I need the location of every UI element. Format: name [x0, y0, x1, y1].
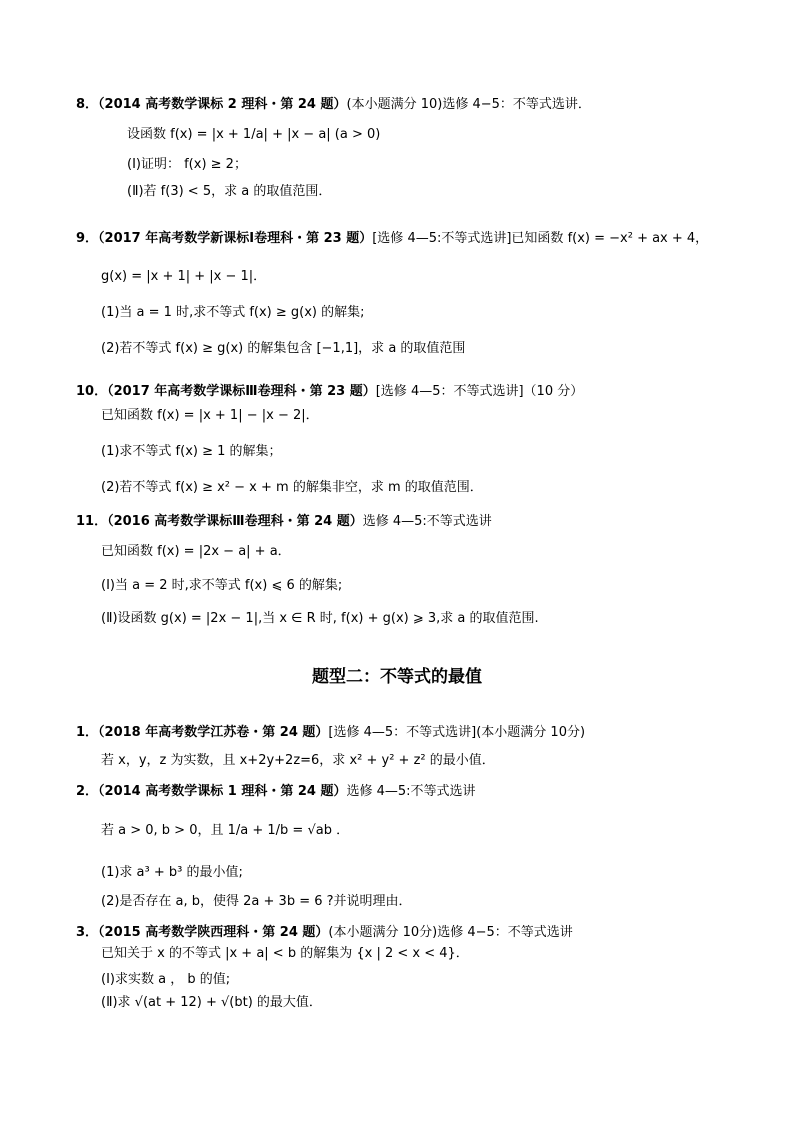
problem-2-2-header — [76, 783, 476, 801]
problem-2-3-line-1: 已知关于 x 的不等式 |x + a| < b 的解集为 {x | 2 < x < 4}． — [101, 946, 469, 961]
problem-2-3-line-3: (Ⅱ)求 √(at + 12) + √(bt) 的最大值． — [101, 995, 322, 1010]
problem-source: （2016 高考数学课标Ⅲ卷理科・第 24 题） — [107, 514, 363, 529]
problem-source: （2018 年高考数学江苏卷・第 24 题） — [98, 725, 329, 740]
problem-source: （2017 年高考数学课标Ⅲ卷理科・第 23 题） — [107, 384, 376, 399]
problem-source: （2014 高考数学课标 1 理科・第 24 题） — [98, 784, 347, 799]
problem-8-line-1: 设函数 f(x) = |x + 1/a| + |x − a| (a > 0) — [127, 127, 381, 142]
problem-topic: (本小题满分 10)选修 4−5：不等式选讲． — [346, 97, 591, 112]
problem-8-header — [76, 96, 591, 114]
problem-topic: (本小题满分 10分)选修 4−5：不等式选讲 — [328, 925, 573, 940]
problem-number: 10． — [76, 384, 108, 399]
problem-topic: 选修 4—5:不等式选讲 — [362, 514, 492, 529]
problem-topic: [选修 4—5：不等式选讲](本小题满分 10分) — [328, 725, 586, 740]
problem-2-3-header — [76, 924, 573, 942]
problem-10-line-1: 已知函数 f(x) = |x + 1| − |x − 2|． — [101, 408, 319, 423]
problem-9-line-1: g(x) = |x + 1| + |x − 1|． — [101, 269, 267, 284]
problem-2-3-line-2: (Ⅰ)求实数 a ， b 的值; — [101, 972, 231, 987]
problem-number: 2． — [76, 784, 99, 799]
problem-9-line-3: (2)若不等式 f(x) ≥ g(x) 的解集包含 [−1,1]，求 a 的取值范围 — [101, 341, 466, 356]
problem-2-1-line-1: 若 x，y，z 为实数，且 x+2y+2z=6，求 x² + y² + z² 的最小值． — [101, 753, 495, 768]
problem-11-header — [76, 513, 492, 531]
problem-11-line-1: 已知函数 f(x) = |2x − a| + a． — [101, 544, 291, 559]
problem-8-line-2: (Ⅰ)证明： f(x) ≥ 2； — [127, 157, 247, 172]
problem-number: 9． — [76, 231, 99, 246]
problem-topic: [选修 4—5:不等式选讲]已知函数 f(x) = −x² + ax + 4， — [372, 231, 709, 246]
problem-2-2-line-2: (1)求 a³ + b³ 的最小值; — [101, 865, 243, 880]
problem-9-header — [76, 230, 708, 248]
problem-2-2-line-1: 若 a > 0, b > 0，且 1/a + 1/b = √ab ． — [101, 823, 350, 838]
problem-10-header — [76, 383, 583, 401]
problem-2-1-header — [76, 724, 585, 742]
problem-11-line-2: (Ⅰ)当 a = 2 时,求不等式 f(x) ⩽ 6 的解集; — [101, 578, 343, 593]
problem-11-line-3: (Ⅱ)设函数 g(x) = |2x − 1|,当 x ∈ R 时, f(x) + g(x) ⩾ 3,求 a 的取值范围. — [101, 611, 539, 626]
problem-number: 3． — [76, 925, 99, 940]
problem-9-line-2: (1)当 a = 1 时,求不等式 f(x) ≥ g(x) 的解集; — [101, 305, 365, 320]
problem-source: （2015 高考数学陕西理科・第 24 题） — [98, 925, 329, 940]
problem-10-line-2: (1)求不等式 f(x) ≥ 1 的解集； — [101, 444, 282, 459]
problem-source: （2014 高考数学课标 2 理科・第 24 题） — [98, 97, 347, 112]
section-title: 题型二：不等式的最值 — [312, 667, 482, 687]
problem-number: 1． — [76, 725, 99, 740]
problem-number: 8． — [76, 97, 99, 112]
problem-topic: 选修 4—5:不等式选讲 — [346, 784, 476, 799]
problem-topic: [选修 4—5：不等式选讲]（10 分） — [375, 384, 584, 399]
problem-8-line-3: (Ⅱ)若 f(3) < 5，求 a 的取值范围． — [127, 184, 332, 199]
problem-source: （2017 年高考数学新课标Ⅰ卷理科・第 23 题） — [98, 231, 373, 246]
problem-number: 11． — [76, 514, 108, 529]
problem-10-line-3: (2)若不等式 f(x) ≥ x² − x + m 的解集非空，求 m 的取值范围． — [101, 480, 483, 495]
problem-2-2-line-3: (2)是否存在 a, b，使得 2a + 3b = 6 ?并说明理由． — [101, 894, 412, 909]
